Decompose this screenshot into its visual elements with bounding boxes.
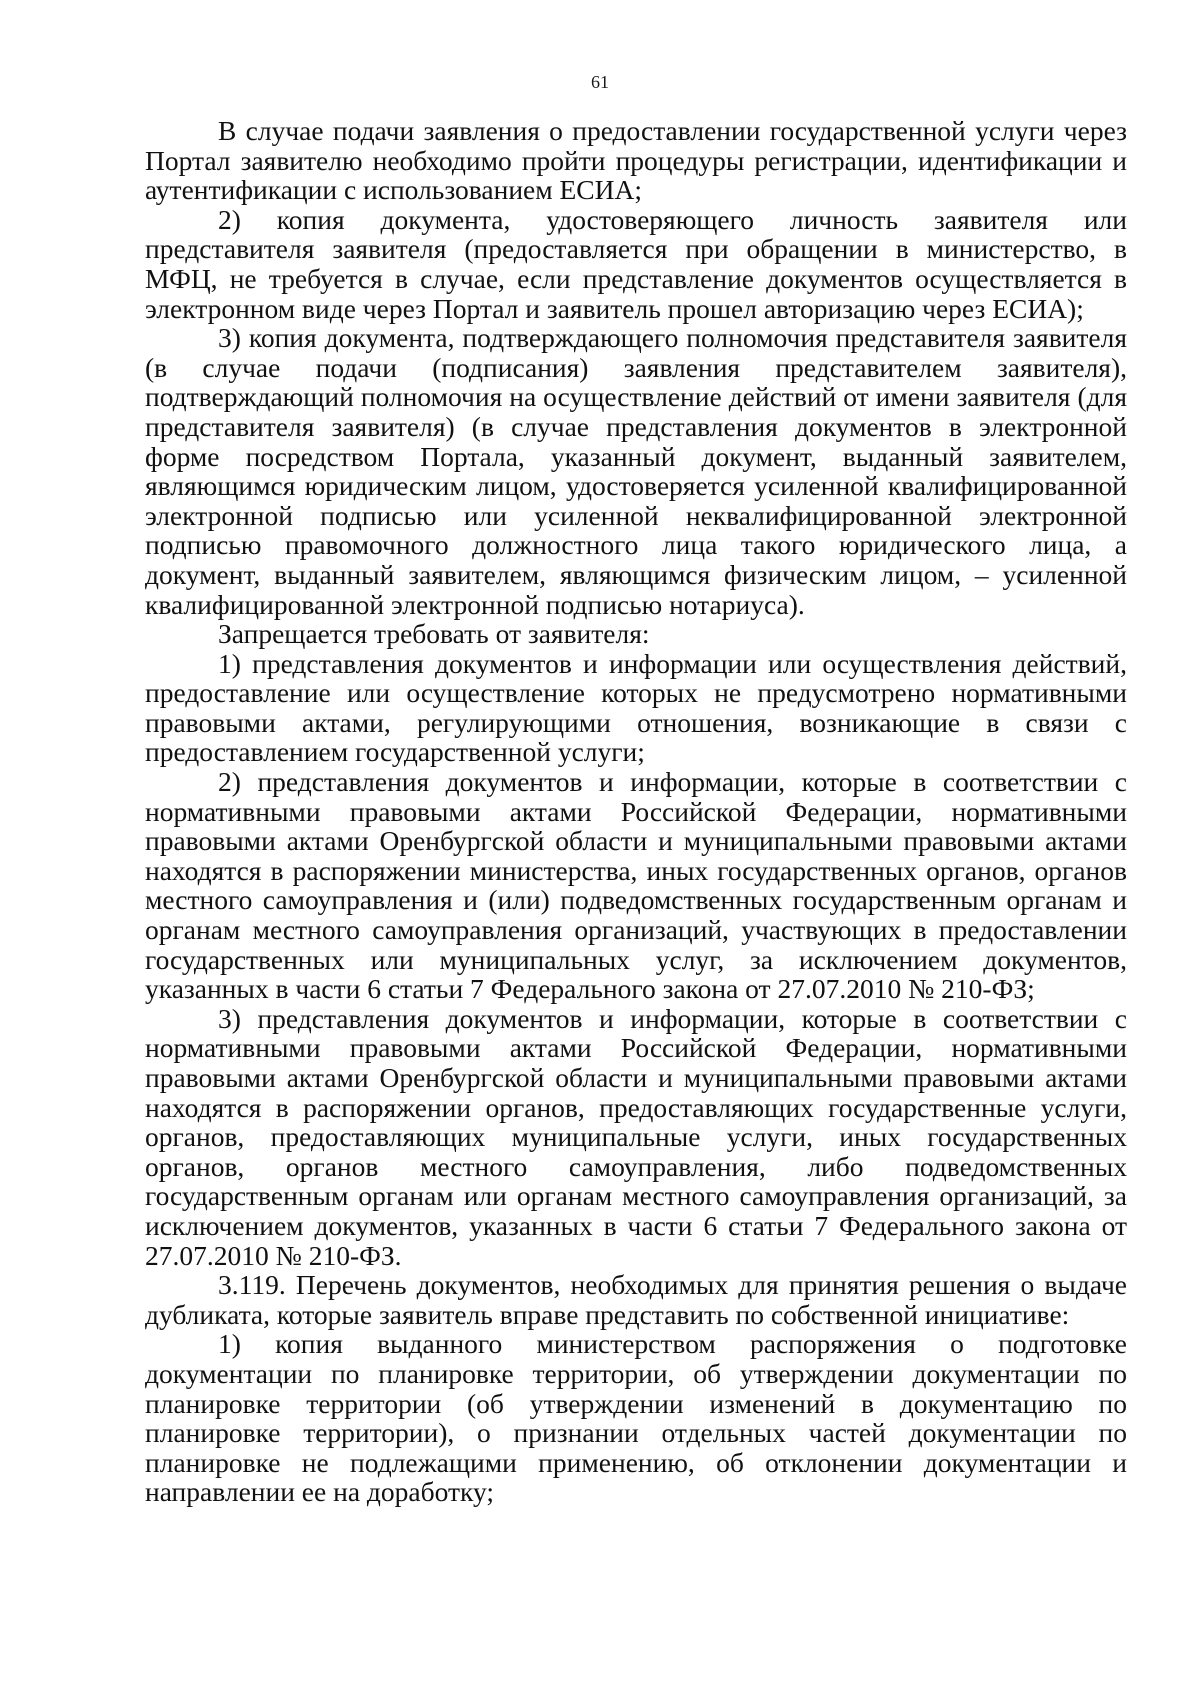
paragraph-esia-registration: В случае подачи заявления о предоставлении государственной услуги через Портал заявителю необходимо пройти процедуры регистрации, идентификации и аутентификации с использованием ЕСИА; xyxy=(145,115,1127,206)
paragraph-order-copy: 1) копия выданного министерством распоряжения о подготовке документации по планировке территории, об утверждении документации по планировке территории (об утверждении изменений в документацию по планировке территории), о признании отдельных частей документации по планировке не подлежащими применению, об отклонении документации и направлении ее на доработку; xyxy=(145,1328,1127,1508)
paragraph-representative-authority: 3) копия документа, подтверждающего полномочия представителя заявителя (в случае подачи (подписания) заявления представителем заявителя), подтверждающий полномочия на осуществление действий от имени заявителя (для представителя заявителя) (в случае представления документов в электронной форме посредством Портала, указанный документ, выданный заявителем, являющимся юридическим лицом, удостоверяется усиленной квалифицированной электронной подписью или усиленной неквалифицированной электронной подписью правомочного должностного лица такого юридического лица, а документ, выданный заявителем, являющимся физическим лицом, – усиленной квалифицированной электронной подписью нотариуса). xyxy=(145,322,1127,620)
paragraph-section-3-119: 3.119. Перечень документов, необходимых для принятия решения о выдаче дубликата, которые заявитель вправе представить по собственной инициативе: xyxy=(145,1269,1127,1330)
paragraph-prohibited-requirements: Запрещается требовать от заявителя: xyxy=(218,618,650,650)
page-number: 61 xyxy=(591,72,609,92)
document-body xyxy=(145,116,1127,1507)
paragraph-prohibition-1: 1) представления документов и информации или осуществления действий, предоставление или осуществление которых не предусмотрено нормативными правовыми актами, регулирующими отношения, возникающие в связи с предоставлением государственной услуги; xyxy=(145,647,1127,768)
paragraph-identity-document: 2) копия документа, удостоверяющего личность заявителя или представителя заявителя (предоставляется при обращении в министерство, в МФЦ, не требуется в случае, если представление документов осуществляется в электронном виде через Портал и заявитель прошел авторизацию через ЕСИА); xyxy=(145,203,1127,324)
paragraph-prohibition-2: 2) представления документов и информации, которые в соответствии с нормативными правовыми актами Российской Федерации, нормативными правовыми актами Оренбургской области и муниципальными правовыми актами находятся в распоряжении министерства, иных государственных органов, органов местного самоуправления и (или) подведомственных государственным органам и органам местного самоуправления организаций, участвующих в предоставлении государственных или муниципальных услуг, за исключением документов, указанных в части 6 статьи 7 Федерального закона от 27.07.2010 № 210-ФЗ; xyxy=(145,766,1127,1005)
paragraph-prohibition-3: 3) представления документов и информации, которые в соответствии с нормативными правовыми актами Российской Федерации, нормативными правовыми актами Оренбургской области и муниципальными правовыми актами находятся в распоряжении органов, предоставляющих государственные услуги, органов, предоставляющих муниципальные услуги, иных государственных органов, органов местного самоуправления, либо подведомственных государственным органам или органам местного самоуправления организаций, за исключением документов, указанных в части 6 статьи 7 Федерального закона от 27.07.2010 № 210-ФЗ. xyxy=(145,1002,1127,1271)
